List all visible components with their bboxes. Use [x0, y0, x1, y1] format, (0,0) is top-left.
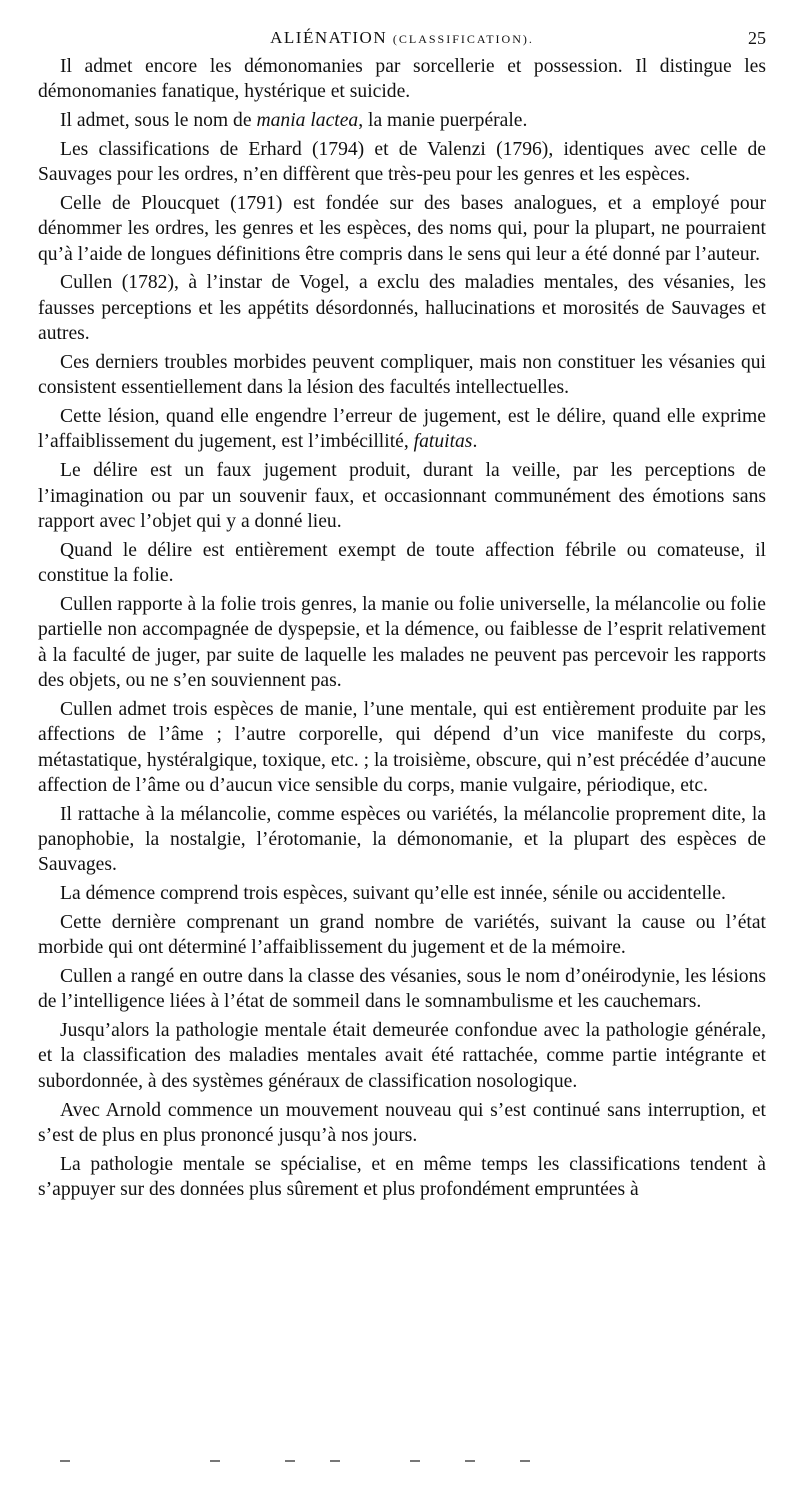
- paragraph: La pathologie mentale se spécialise, et en même temps les classifications tendent à s’appuyer sur des données plus sûrement et plus profondément empruntées à: [38, 1153, 766, 1201]
- paragraph: Cullen a rangé en outre dans la classe des vésanies, sous le nom d’onéirodynie, les lésions de l’intelligence liées à l’état de sommeil dans le somnambulisme et les cauchemars.: [38, 965, 766, 1013]
- print-mark: [410, 1460, 420, 1462]
- paragraph: Cette lésion, quand elle engendre l’erreur de jugement, est le délire, quand elle exprime l’affaiblissement du jugement, est l’imbécillité, fatuitas.: [38, 406, 766, 453]
- running-head: [38, 26, 766, 54]
- paragraph: Les classifications de Erhard (1794) et de Valenzi (1796), identiques avec celle de Sauvages pour les ordres, n’en diffèrent que très-peu pour les genres et les espèces.: [38, 138, 766, 186]
- running-title: [38, 28, 766, 48]
- paragraph: Quand le délire est entièrement exempt de toute affection fébrile ou comateuse, il constitue la folie.: [38, 539, 766, 587]
- paragraph: Cullen admet trois espèces de manie, l’une mentale, qui est entièrement produite par les affections de l’âme ; l’autre corporelle, qui dépend d’un vice manifeste du corps, métastatique, hystéralgique, toxique, etc. ; la troisième, obscure, qui n’est précédée d’aucune affection de l’âme ou d’aucun vice sensible du corps, manie vulgaire, périodique, etc.: [38, 698, 766, 796]
- paragraph: Cullen rapporte à la folie trois genres, la manie ou folie universelle, la mélancolie ou folie partielle non accompagnée de dyspepsie, et la démence, ou faiblesse de l’esprit relativement à la faculté de juger, par suite de laquelle les malades ne peuvent pas percevoir les rapports des objets, ou ne s’en souviennent pas.: [38, 593, 766, 692]
- paragraph: Cullen (1782), à l’instar de Vogel, a exclu des maladies mentales, des vésanies, les fausses perceptions et les appétits désordonnés, hallucinations et morosités de Sauvages et autres.: [38, 272, 766, 345]
- print-mark: [465, 1460, 475, 1462]
- paragraph: Le délire est un faux jugement produit, durant la veille, par les perceptions de l’imagination ou par un souvenir faux, et occasionnant communément des émotions sans rapport avec l’objet qui y a donné lieu.: [38, 460, 766, 532]
- latin-term: mania lactea: [256, 110, 359, 132]
- paragraph: La démence comprend trois espèces, suivant qu’elle est innée, sénile ou accidentelle.: [60, 883, 726, 905]
- print-mark: [210, 1460, 220, 1462]
- print-mark: [285, 1460, 295, 1462]
- running-title-sub: (CLASSIFICATION).: [392, 32, 534, 46]
- paragraph: Cette dernière comprenant un grand nombre de variétés, suivant la cause ou l’état morbide qui ont déterminé l’affaiblissement du jugement et de la mémoire.: [38, 911, 766, 959]
- running-title-main: ALIÉNATION: [270, 28, 388, 47]
- paragraph: Jusqu’alors la pathologie mentale était demeurée confondue avec la pathologie générale, et la classification des maladies mentales avait été rattachée, comme partie intégrante et subordonnée, à des systèmes généraux de classification nosologique.: [38, 1020, 766, 1092]
- print-marks: [40, 1460, 760, 1464]
- print-mark: [520, 1460, 530, 1462]
- body-text: [38, 54, 766, 1203]
- book-page: [38, 26, 766, 1206]
- print-mark: [60, 1460, 70, 1462]
- latin-term: fatuitas: [413, 431, 473, 453]
- paragraph: Avec Arnold commence un mouvement nouveau qui s’est continué sans interruption, et s’est de plus en plus prononcé jusqu’à nos jours.: [38, 1099, 766, 1146]
- print-mark: [330, 1460, 340, 1462]
- paragraph: Ces derniers troubles morbides peuvent compliquer, mais non constituer les vésanies qui consistent essentiellement dans la lésion des facultés intellectuelles.: [38, 351, 766, 399]
- page-number: 25: [748, 28, 766, 48]
- paragraph: Il rattache à la mélancolie, comme espèces ou variétés, la mélancolie proprement dite, la panophobie, la nostalgie, l’érotomanie, la démonomanie, et la plupart des espèces de Sauvages.: [38, 803, 766, 876]
- paragraph: Il admet encore les démonomanies par sorcellerie et possession. Il distingue les démonomanies fanatique, hystérique et suicide.: [38, 56, 766, 103]
- paragraph: Celle de Ploucquet (1791) est fondée sur des bases analogues, et a employé pour dénommer les ordres, les genres et les espèces, des noms qui, pour la plupart, ne pourraient qu’à l’aide de longues définitions être compris dans le sens qui leur a été donné par l’auteur.: [38, 192, 766, 265]
- paragraph: Il admet, sous le nom de mania lactea, la manie puerpérale.: [60, 110, 528, 132]
